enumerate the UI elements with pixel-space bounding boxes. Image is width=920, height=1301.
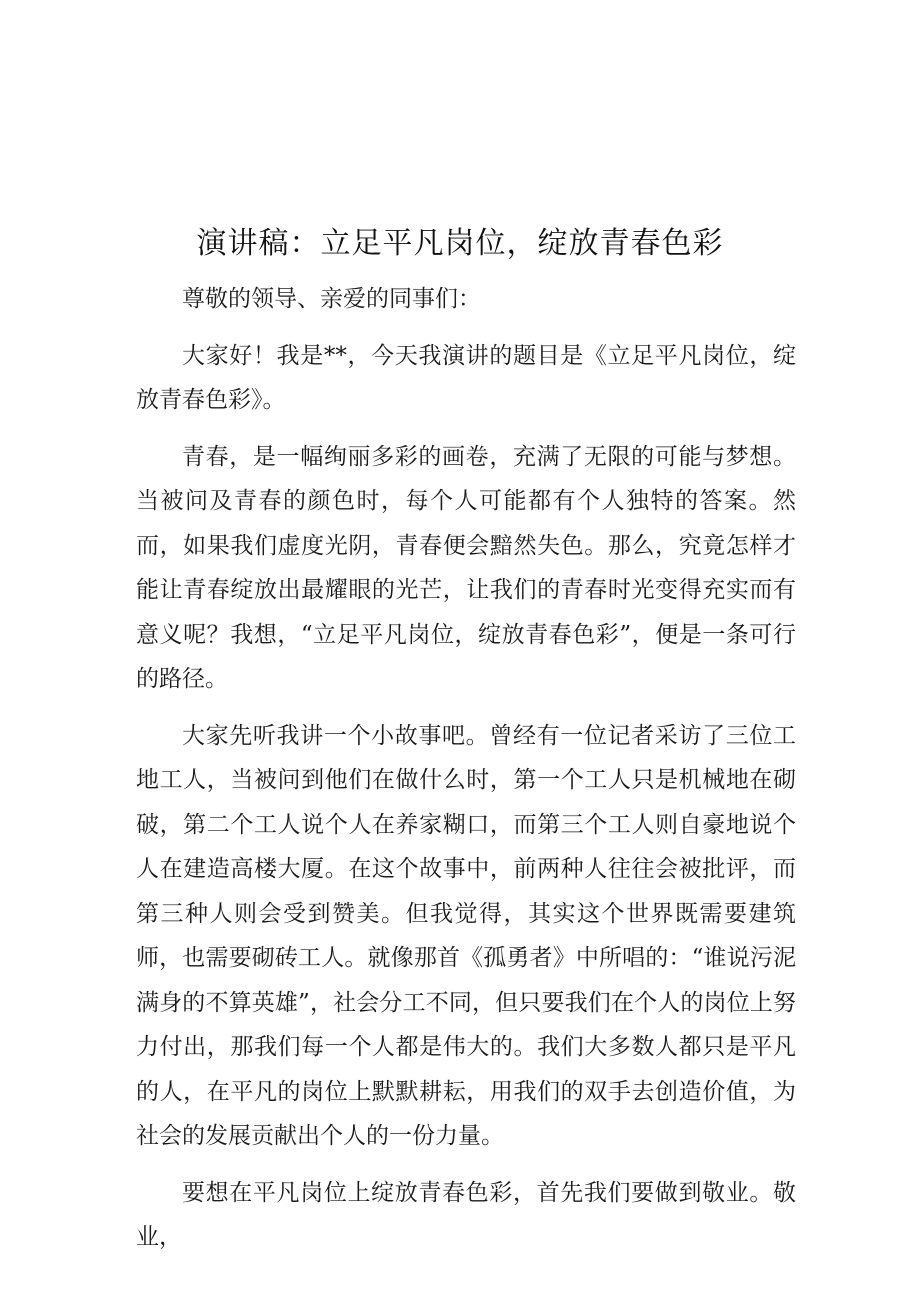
paragraph-greeting: 大家好！我是**，今天我演讲的题目是《立足平凡岗位，绽放青春色彩》。 bbox=[136, 342, 796, 413]
paragraph-dedication: 要想在平凡岗位上绽放青春色彩，首先我们要做到敬业。敬业， bbox=[136, 1179, 796, 1250]
paragraph-story: 大家先听我讲一个小故事吧。曾经有一位记者采访了三位工地工人，当被问到他们在做什么时，第一个工人只是机械地在砌破，第二个工人说个人在养家糊口，而第三个工人则自豪地说个人在建造高楼大厦。在这个故事中，前两种人往往会被批评，而第三种人则会受到赞美。但我觉得，其实这个世界既需要建筑师，也需要砌砖工人。就像那首《孤勇者》中所唱的：“谁说污泥满身的不算英雄”，社会分工不同，但只要我们在个人的岗位上努力付出，那我们每一个人都是伟大的。我们大多数人都只是平凡的人，在平凡的岗位上默默耕耘，用我们的双手去创造价值，为社会的发展贡献出个人的一份力量。 bbox=[136, 722, 796, 1149]
paragraph-youth: 青春，是一幅绚丽多彩的画卷，充满了无限的可能与梦想。当被问及青春的颜色时，每个人可能都有个人独特的答案。然而，如果我们虚度光阴，青春便会黯然失色。那么，究竟怎样才能让青春绽放出最耀眼的光芒，让我们的青春时光变得充实而有意义呢？我想，“立足平凡岗位，绽放青春色彩”，便是一条可行的路径。 bbox=[136, 443, 796, 692]
document-body bbox=[136, 277, 796, 1272]
document-title: 演讲稿：立足平凡岗位，绽放青春色彩 bbox=[196, 226, 724, 261]
paragraph-salutation: 尊敬的领导、亲爱的同事们： bbox=[182, 286, 481, 312]
